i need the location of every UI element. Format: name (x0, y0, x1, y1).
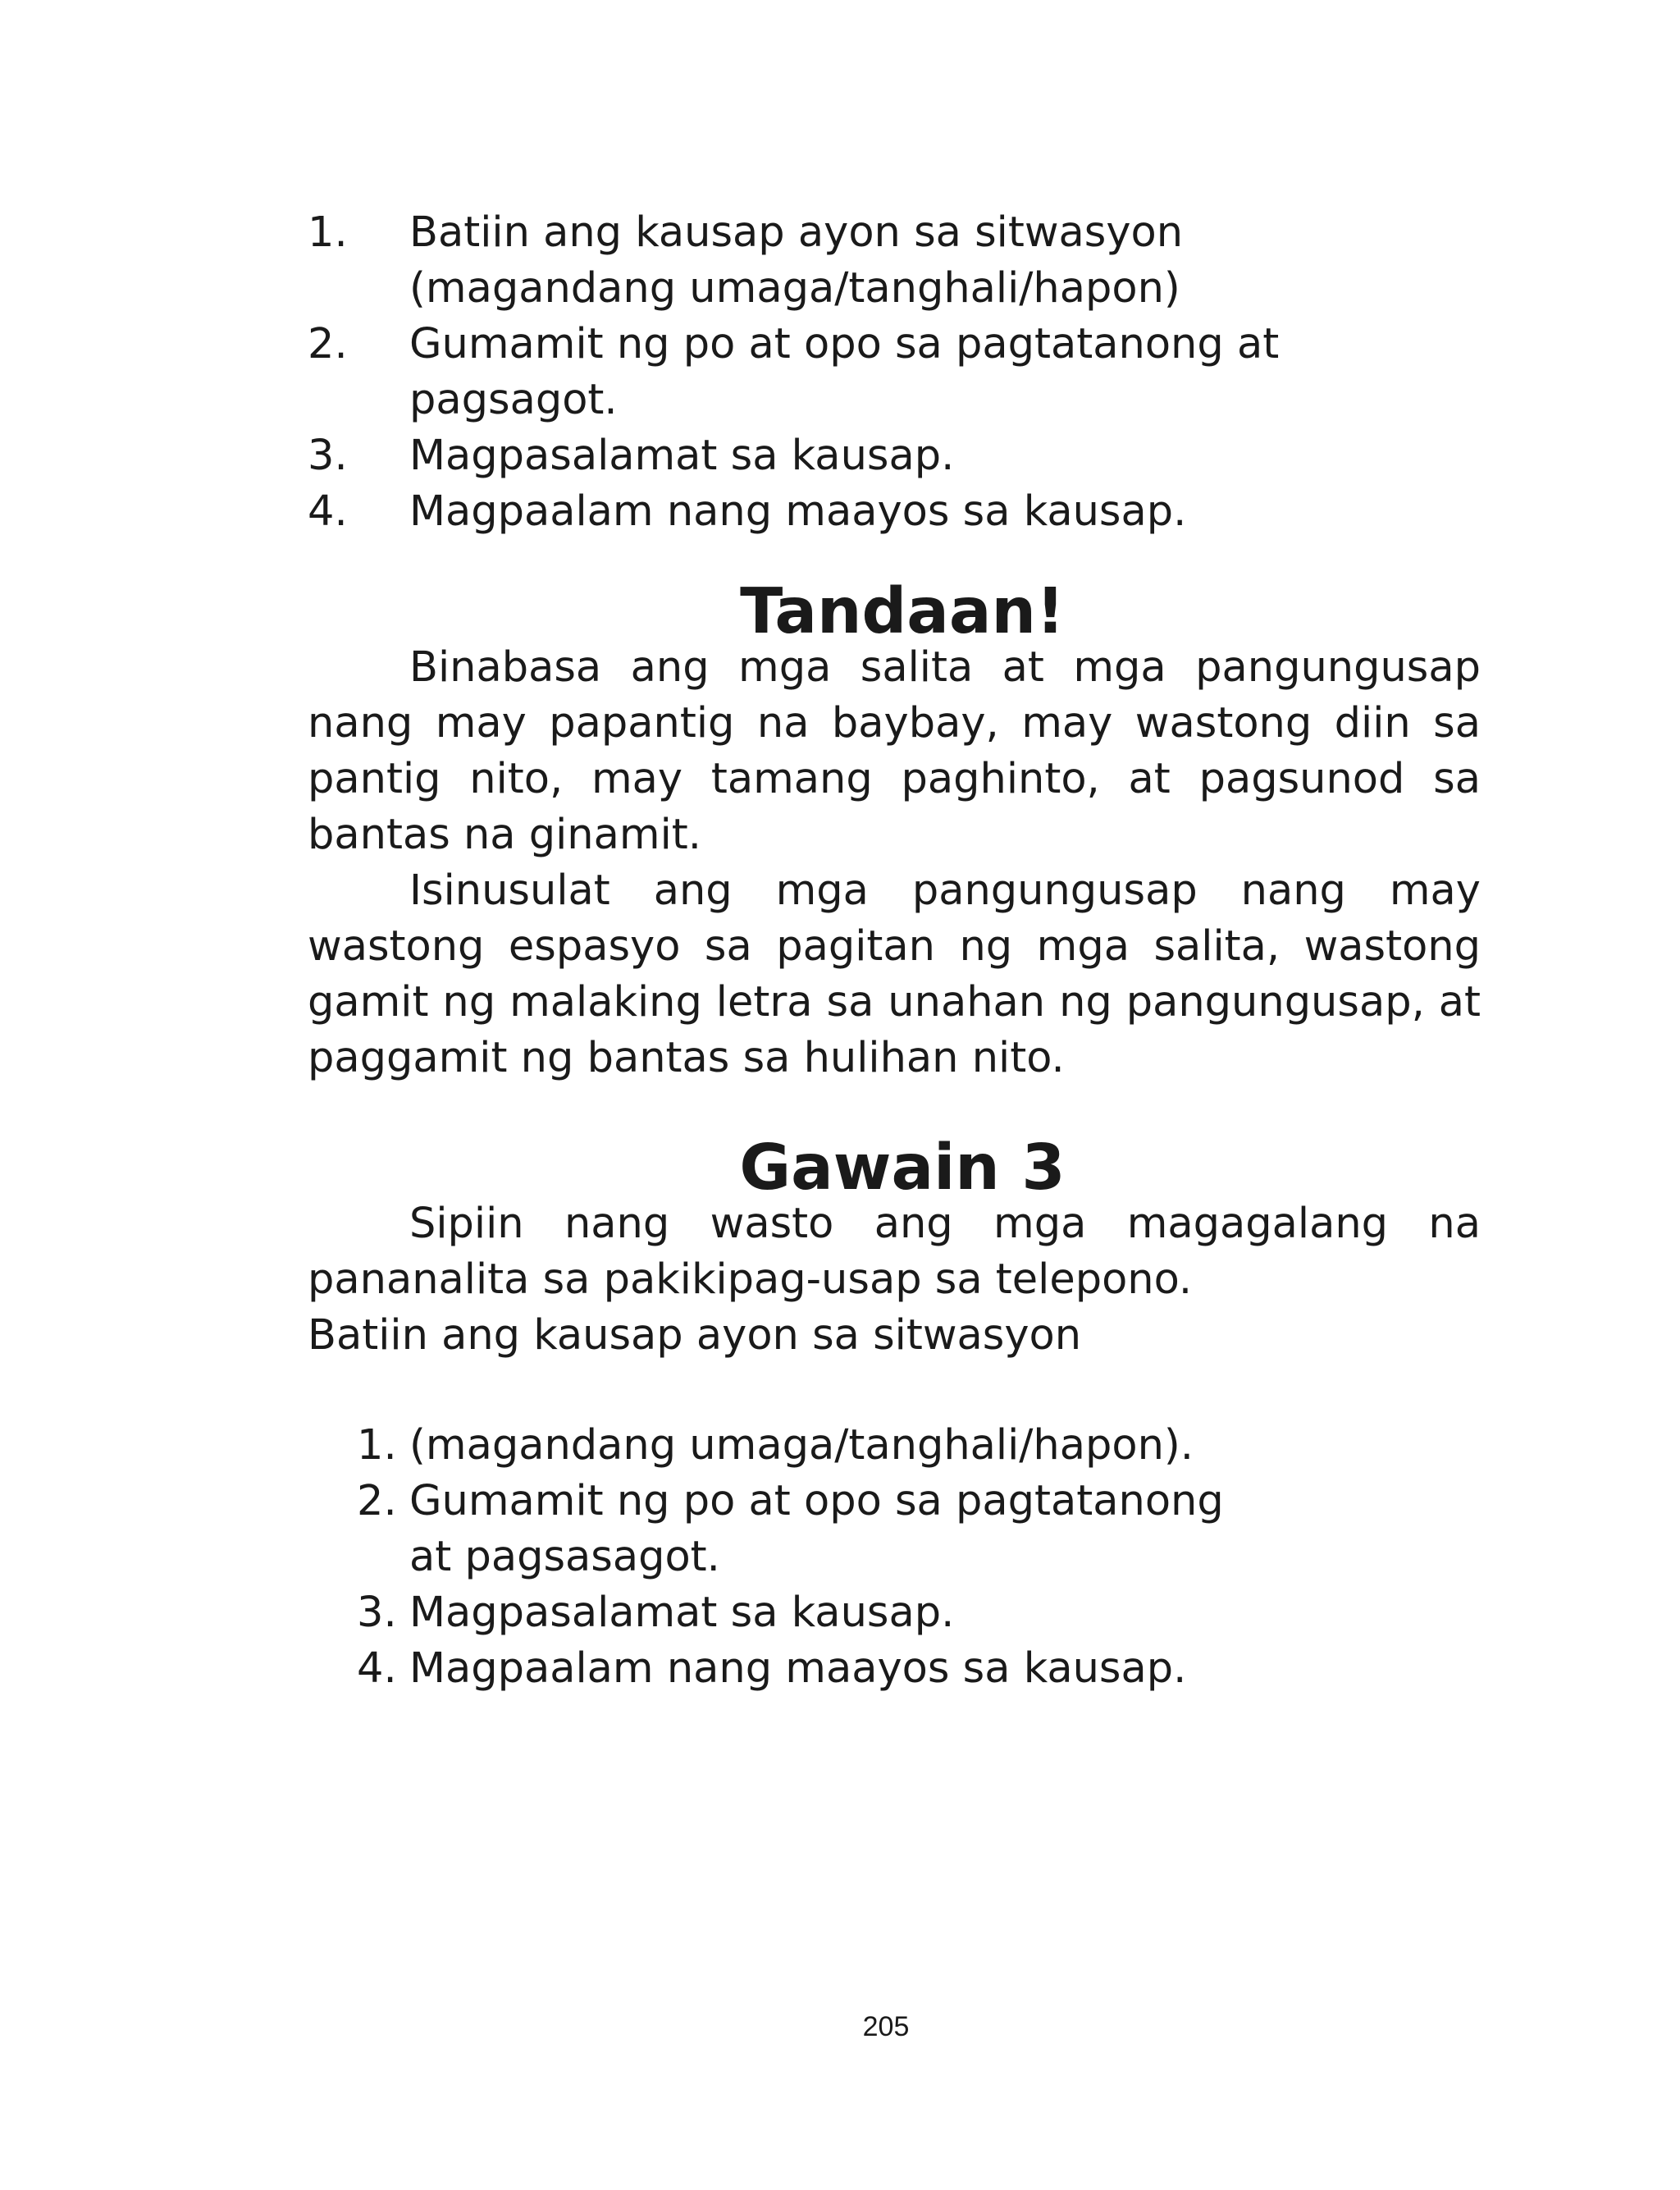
list-item (357, 1474, 1481, 1585)
top-list (308, 205, 1481, 540)
list-item-text: Magpasalamat sa kausap. (409, 432, 955, 480)
list-item (308, 428, 1481, 484)
list-item (308, 317, 1481, 428)
list-item (357, 1641, 1481, 1697)
gawain-list (357, 1418, 1481, 1697)
list-item-text: Batiin ang kausap ayon sa sitwasyon (409, 208, 1184, 257)
list-item-number: 4. (357, 1644, 397, 1693)
list-item-text: (magandang umaga/tanghali/hapon). (409, 1421, 1194, 1470)
tandaan-heading: Tandaan! (740, 575, 1065, 648)
list-item-number: 2. (308, 320, 348, 368)
list-item-continuation: (magandang umaga/tanghali/hapon) (409, 264, 1180, 313)
list-item-number: 4. (308, 487, 348, 536)
list-item-text: Gumamit ng po at opo sa pagtatanong at (409, 320, 1280, 368)
list-item-number: 3. (308, 432, 348, 480)
gawain-heading: Gawain 3 (739, 1132, 1066, 1205)
page-content (308, 205, 1481, 1697)
list-item-number: 3. (357, 1589, 397, 1637)
list-item-number: 1. (308, 208, 348, 257)
list-item-text: Magpaalam nang maayos sa kausap. (409, 1644, 1187, 1693)
list-item-text: Magpaalam nang maayos sa kausap. (409, 487, 1187, 536)
gawain-instruction: Sipiin nang wasto ang mga magagalang na pananalita sa pakikipag-usap sa telepono. (308, 1200, 1481, 1304)
tandaan-paragraph-reading: Binabasa ang mga salita at mga pangungusap nang may papantig na baybay, may wastong diin sa pantig nito, may tamang paghinto, at pagsunod sa bantas na ginamit. (308, 643, 1481, 859)
list-item-number: 2. (357, 1477, 397, 1525)
list-item-text: Gumamit ng po at opo sa pagtatanong (409, 1477, 1224, 1525)
list-item-number: 1. (357, 1421, 397, 1470)
list-item (357, 1418, 1481, 1474)
list-item-continuation: at pagsasagot. (409, 1533, 720, 1581)
gawain-subline: Batiin ang kausap ayon sa sitwasyon (308, 1311, 1082, 1360)
list-item-text: Magpasalamat sa kausap. (409, 1589, 955, 1637)
page-number: 205 (862, 2011, 910, 2042)
list-item (357, 1585, 1481, 1641)
list-item-continuation: pagsagot. (409, 376, 618, 424)
list-item (308, 484, 1481, 540)
list-item (308, 205, 1481, 317)
tandaan-paragraph-writing: Isinusulat ang mga pangungusap nang may wastong espasyo sa pagitan ng mga salita, wastong gamit ng malaking letra sa unahan ng pangungusap, at paggamit ng bantas sa hulihan nito. (308, 866, 1481, 1082)
gawain-list-wrapper (308, 1418, 1481, 1697)
